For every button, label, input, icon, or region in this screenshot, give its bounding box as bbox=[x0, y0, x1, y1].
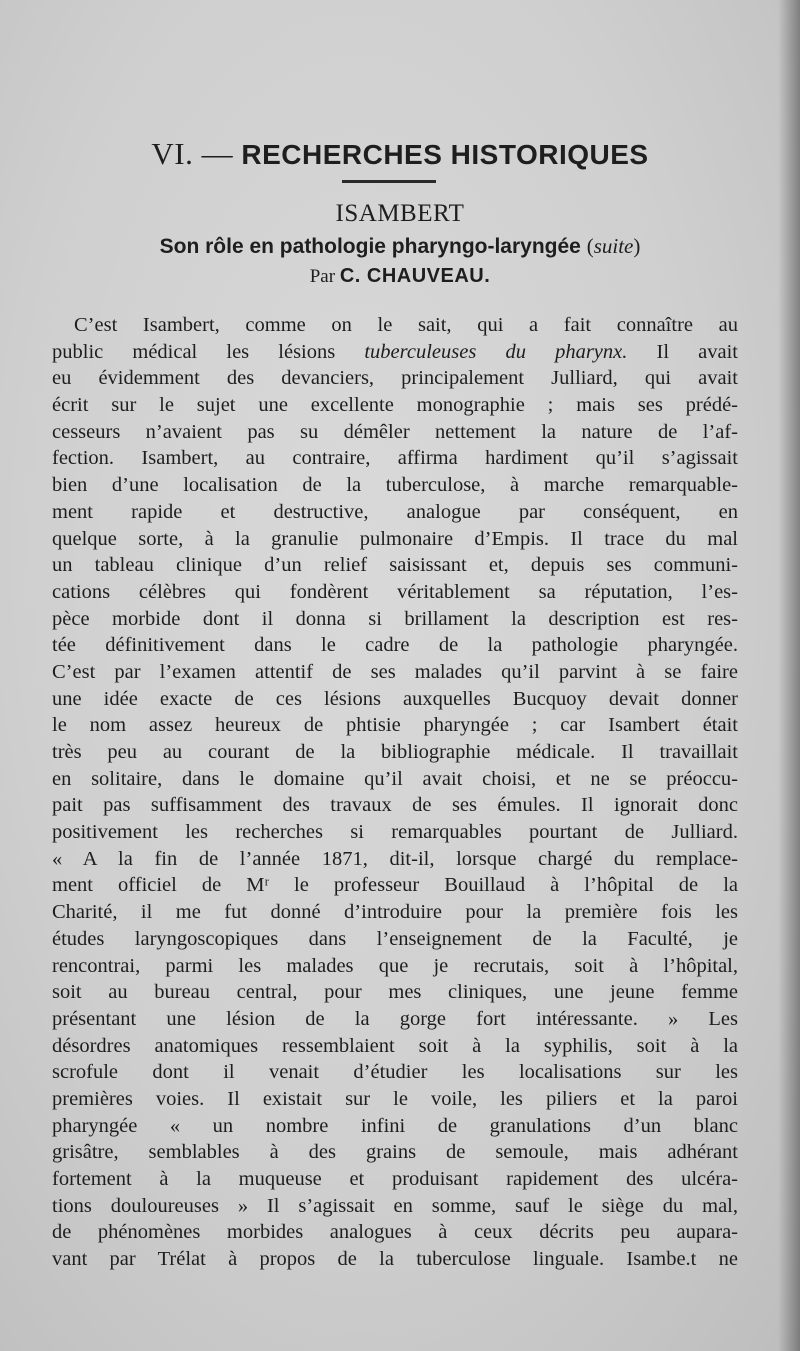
body-line-start: public médical les lésions bbox=[52, 340, 365, 363]
article-subtitle bbox=[0, 234, 800, 259]
body-line: soit au bureau central, pour mes cliniques, une jeune femme bbox=[52, 981, 738, 1004]
byline-author: C. CHAUVEAU. bbox=[339, 265, 491, 287]
subtitle-suite: suite bbox=[593, 234, 634, 258]
body-line: C’est par l’examen attentif de ses malades qu’il parvint à se faire bbox=[52, 660, 738, 683]
body-line: en solitaire, dans le domaine qu’il avait choisi, et ne se préoccu- bbox=[52, 767, 738, 790]
body-line: tée définitivement dans le cadre de la pathologie pharyngée. bbox=[52, 634, 738, 657]
body-line: scrofule dont il venait d’étudier les localisations sur les bbox=[52, 1061, 738, 1084]
body-line: un tableau clinique d’un relief saisissant et, depuis ses communi- bbox=[52, 554, 738, 577]
body-line: cations célèbres qui fondèrent véritablement sa réputation, l’es- bbox=[52, 580, 738, 603]
body-line: fortement à la muqueuse et produisant rapidement des ulcéra- bbox=[52, 1168, 738, 1190]
byline bbox=[0, 265, 800, 288]
body-line: quelque sorte, à la granulie pulmonaire d’Empis. Il trace du mal bbox=[52, 527, 738, 550]
body-line: une idée exacte de ces lésions auxquelles Bucquoy devait donner bbox=[52, 687, 738, 710]
section-heading: RECHERCHES HISTORIQUES bbox=[241, 139, 649, 170]
subtitle-paren-open: ( bbox=[586, 234, 594, 258]
body-line: de phénomènes morbides analogues à ceux décrits peu aupara- bbox=[52, 1221, 738, 1244]
body-line: désordres anatomiques ressemblaient soit à la syphilis, soit à la bbox=[52, 1034, 738, 1057]
body-line: bien d’une localisation de la tuberculose, à marche remarquable- bbox=[52, 474, 738, 497]
body-line: positivement les recherches si remarquables pourtant de Julliard. bbox=[52, 821, 738, 844]
body-line: pharyngée « un nombre infini de granulations d’un blanc bbox=[52, 1114, 738, 1137]
body-line: fection. Isambert, au contraire, affirma hardiment qu’il s’agissait bbox=[52, 447, 738, 470]
body-line: C’est Isambert, comme on le sait, qui a fait connaître au bbox=[74, 314, 738, 336]
body-line: le nom assez heureux de phtisie pharyngée ; car Isambert était bbox=[52, 714, 738, 737]
subtitle-paren-close: ) bbox=[633, 234, 641, 258]
section-title bbox=[0, 136, 800, 172]
byline-prefix: Par bbox=[309, 266, 340, 287]
body-line: grisâtre, semblables à des grains de semoule, mais adhérant bbox=[52, 1141, 738, 1164]
body-line: cesseurs n’avaient pas su démêler nettement la nature de l’af- bbox=[52, 420, 738, 443]
body-line: écrit sur le sujet une excellente monographie ; mais ses prédé- bbox=[52, 394, 738, 417]
body-line: présentant une lésion de la gorge fort intéressante. » Les bbox=[52, 1007, 738, 1030]
body-line: études laryngoscopiques dans l’enseignement de la Faculté, je bbox=[52, 927, 738, 950]
article-title: ISAMBERT bbox=[335, 200, 465, 227]
body-line-italic: tuberculeuses du pharynx. bbox=[364, 340, 628, 363]
title-divider bbox=[342, 180, 436, 183]
body-line: eu évidemment des devanciers, principalement Julliard, qui avait bbox=[52, 367, 738, 390]
body-line: ment rapide et destructive, analogue par conséquent, en bbox=[52, 500, 738, 523]
body-line: Charité, il me fut donné d’introduire pour la première fois les bbox=[52, 901, 738, 924]
subtitle-text: Son rôle en pathologie pharyngo-laryngée bbox=[159, 235, 587, 258]
section-number: VI. bbox=[151, 136, 194, 171]
body-line bbox=[52, 339, 738, 366]
body-line: tions douloureuses » Il s’agissait en somme, sauf le siège du mal, bbox=[52, 1194, 738, 1217]
body-line: pèce morbide dont il donna si brillament la description est res- bbox=[52, 607, 738, 630]
body-line: rencontrai, parmi les malades que je recrutais, soit à l’hôpital, bbox=[52, 954, 738, 977]
section-dash: — bbox=[193, 136, 242, 171]
body-line: premières voies. Il existait sur le voile, les piliers et la paroi bbox=[52, 1087, 738, 1110]
article-body bbox=[52, 312, 738, 1273]
body-line: « A la fin de l’année 1871, dit-il, lorsque chargé du remplace- bbox=[52, 847, 738, 870]
body-line: vant par Trélat à propos de la tuberculose linguale. Isambe.t ne bbox=[52, 1248, 738, 1271]
body-line: pait pas suffisamment des travaux de ses émules. Il ignorait donc bbox=[52, 794, 738, 817]
body-line: ment officiel de Mʳ le professeur Bouillaud à l’hôpital de la bbox=[52, 874, 738, 897]
body-line-end: Il avait bbox=[627, 340, 738, 363]
body-line: très peu au courant de la bibliographie médicale. Il travaillait bbox=[52, 741, 738, 763]
page-edge-shadow bbox=[778, 0, 800, 1351]
